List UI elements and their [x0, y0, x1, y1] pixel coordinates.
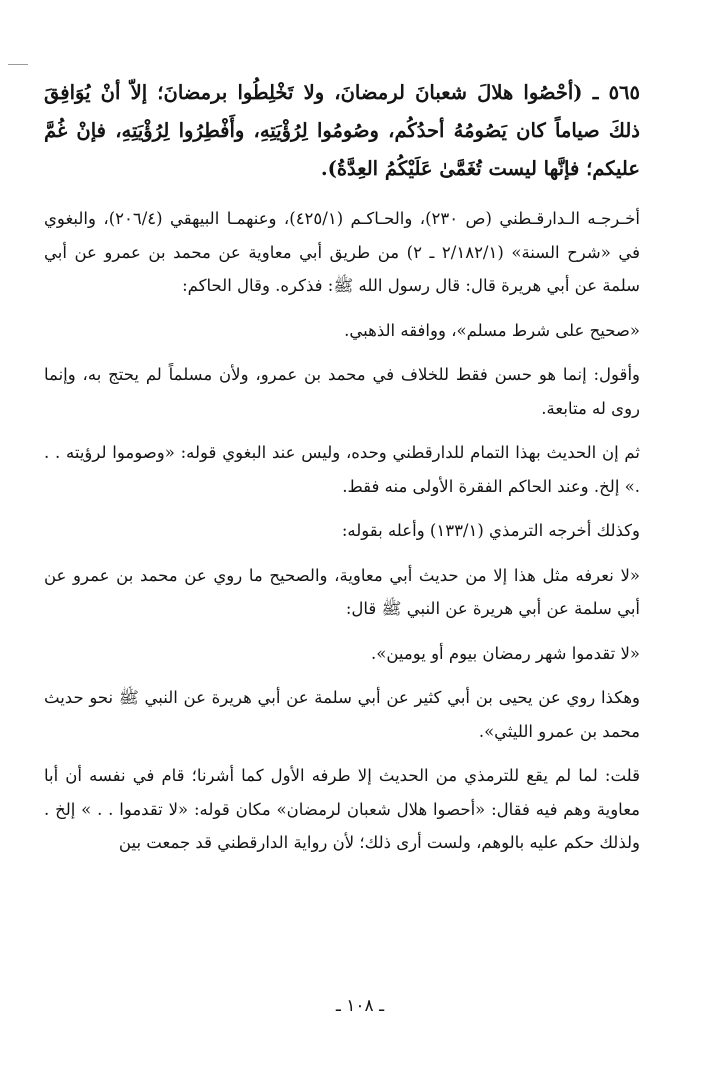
paragraph-author-comment: وأقول: إنما هو حسن فقط للخلاف في محمد بن عمرو، ولأن مسلماً لم يحتج به، وإنما روى له متابعة.: [44, 365, 640, 418]
paragraph-tirmidhi: وكذلك أخرجه الترمذي (١٣٣/١) وأعله بقوله:: [341, 521, 640, 540]
hadith-text: ٥٦٥ ـ (أحْصُوا هلالَ شعبانَ لرمضانَ، ولا تَخْلِطُوا برمضانَ؛ إلاّ أنْ يُوَافِقَ ذلكَ صياماً كان يَصُومُهُ أحدُكُم، وصُومُوا لِرُؤْيَتِهِ، وأَفْطِرُوا لِرُؤْيَتِهِ، فإنْ غُمَّ عليكم؛ فإنَّها ليست تُغَمَّىٰ عَلَيْكُمُ العِدَّةُ).: [44, 81, 640, 180]
paragraph-takhrij: أخـرجـه الـدارقـطني (ص ٢٣٠)، والحـاكـم (٤٢٥/١)، وعنهمـا البيهقي (٢٠٦/٤)، والبغوي في «شرح السنة» (٢/١٨٢/١ ـ ٢) من طريق أبي معاوية عن محمد بن عمرو عن أبي سلمة عن أبي هريرة قال: قال رسول الله ﷺ: فذكره. وقال الحاكم:: [44, 209, 641, 295]
paragraph-author-analysis: قلت: لما لم يقع للترمذي من الحديث إلا طرفه الأول كما أشرنا؛ قام في نفسه أن أبا معاوية وهم فيه فقال: «أحصوا هلال شعبان لرمضان» مكان قوله: «لا تقدموا . . » إلخ . ولذلك حكم عليه بالوهم، ولست أرى ذلك؛ لأن رواية الدارقطني قد جمعت بين: [44, 766, 640, 852]
paragraph-yahya-chain: وهكذا روي عن يحيى بن أبي كثير عن أبي سلمة عن أبي هريرة عن النبي ﷺ نحو حديث محمد بن عمرو الليثي».: [44, 688, 640, 741]
paragraph-tirmidhi-quote: «لا نعرفه مثل هذا إلا من حديث أبي معاوية، والصحيح ما روي عن محمد بن عمرو عن أبي سلمة عن أبي هريرة عن النبي ﷺ قال:: [44, 565, 640, 618]
scan-edge-mark: [8, 64, 28, 65]
page-number: ـ ١٠٨ ـ: [335, 996, 385, 1016]
paragraph-completeness-note: ثم إن الحديث بهذا التمام للدارقطني وحده، وليس عند البغوي قوله: «وصوموا لرؤيته . . .» إلخ. وعند الحاكم الفقرة الأولى منه فقط.: [44, 443, 640, 496]
paragraph-short-hadith: «لا تقدموا شهر رمضان بيوم أو يومين».: [370, 643, 640, 663]
paragraph-hakim-quote: «صحيح على شرط مسلم»، ووافقه الذهبي.: [344, 320, 640, 340]
page-body: [44, 74, 640, 871]
